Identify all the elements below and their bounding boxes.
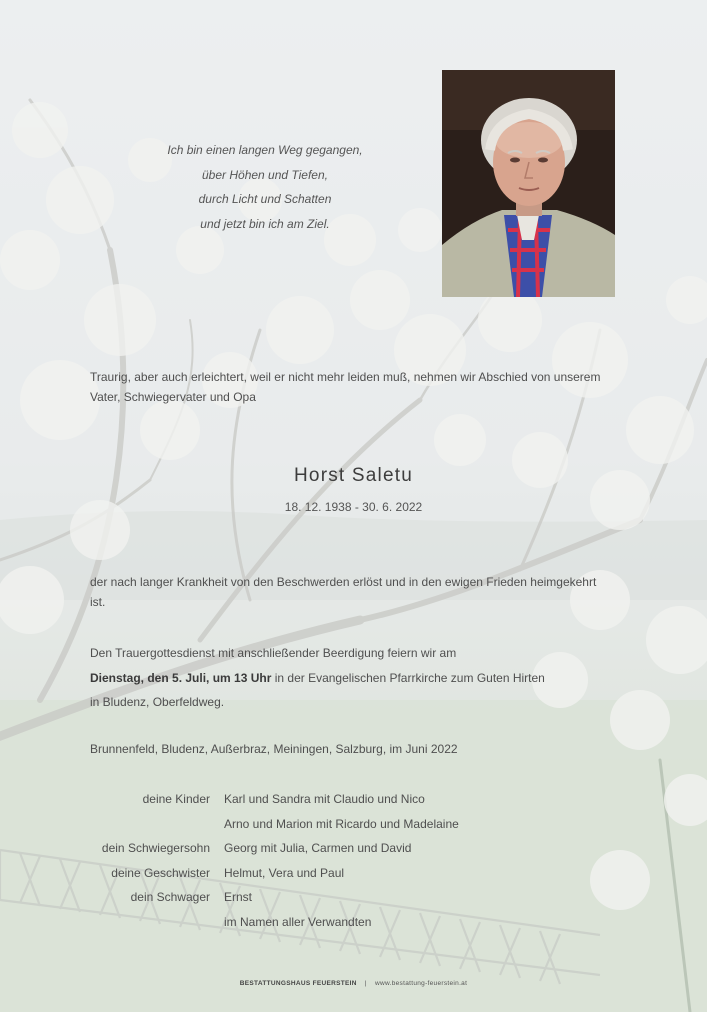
service-line-1: Den Trauergottesdienst mit anschließender Beerdigung feiern wir am xyxy=(90,646,457,660)
poem-line: durch Licht und Schatten xyxy=(198,192,332,206)
mourner-row xyxy=(90,836,459,861)
mourner-relation xyxy=(90,812,224,837)
intro-text: Traurig, aber auch erleichtert, weil er nicht mehr leiden muß, nehmen wir Abschied von unserem Vater, Schwiegervater und Opa xyxy=(90,370,601,404)
poem-line: Ich bin einen langen Weg gegangen, xyxy=(167,143,363,157)
deceased-name: Horst Saletu xyxy=(294,465,413,486)
poem-line: über Höhen und Tiefen, xyxy=(202,167,328,182)
funeral-home-name: BESTATTUNGSHAUS FEUERSTEIN xyxy=(239,980,357,987)
relief-text: der nach langer Krankheit von den Beschwerden erlöst und in den ewigen Frieden heimgekehrt ist. xyxy=(90,575,597,609)
mourner-relation: dein Schwiegersohn xyxy=(101,841,210,855)
mourner-names: Georg mit Julia, Carmen und David xyxy=(224,841,412,855)
portrait-photo xyxy=(442,70,615,297)
funeral-home-website[interactable]: www.bestattung-feuerstein.at xyxy=(374,980,468,987)
mourner-row xyxy=(90,787,459,812)
life-dates: 18. 12. 1938 - 30. 6. 2022 xyxy=(284,500,423,514)
mourner-relation: deine Geschwister xyxy=(111,865,210,880)
mourner-names: Helmut, Vera und Paul xyxy=(224,865,345,880)
mourner-row xyxy=(90,885,459,910)
mourner-row xyxy=(90,910,459,935)
mourner-relation: dein Schwager xyxy=(130,890,210,904)
mourner-relation: deine Kinder xyxy=(142,792,210,806)
poem xyxy=(130,138,400,236)
mourner-names: im Namen aller Verwandten xyxy=(224,914,372,929)
place-and-date: Brunnenfeld, Bludenz, Außerbraz, Meiningen, Salzburg, im Juni 2022 xyxy=(90,742,458,756)
mourners-list xyxy=(90,787,459,934)
mourner-names: Karl und Sandra mit Claudio und Nico xyxy=(224,792,425,806)
mourner-names: Arno und Marion mit Ricardo und Madelaine xyxy=(224,816,459,831)
footer-separator: | xyxy=(364,980,367,987)
mourner-relation xyxy=(90,910,224,935)
footer xyxy=(0,980,707,987)
poem-line: und jetzt bin ich am Ziel. xyxy=(200,216,330,231)
mourner-row xyxy=(90,812,459,837)
service-line-3: in Bludenz, Oberfeldweg. xyxy=(90,695,225,709)
mourner-names: Ernst xyxy=(224,890,253,904)
service-line-2 xyxy=(90,666,610,691)
service-date: Dienstag, den 5. Juli, um 13 Uhr xyxy=(90,670,272,685)
mourner-row xyxy=(90,861,459,886)
funeral-service-info xyxy=(90,641,610,715)
service-church: in der Evangelischen Pfarrkirche zum Guten Hirten xyxy=(271,670,545,685)
